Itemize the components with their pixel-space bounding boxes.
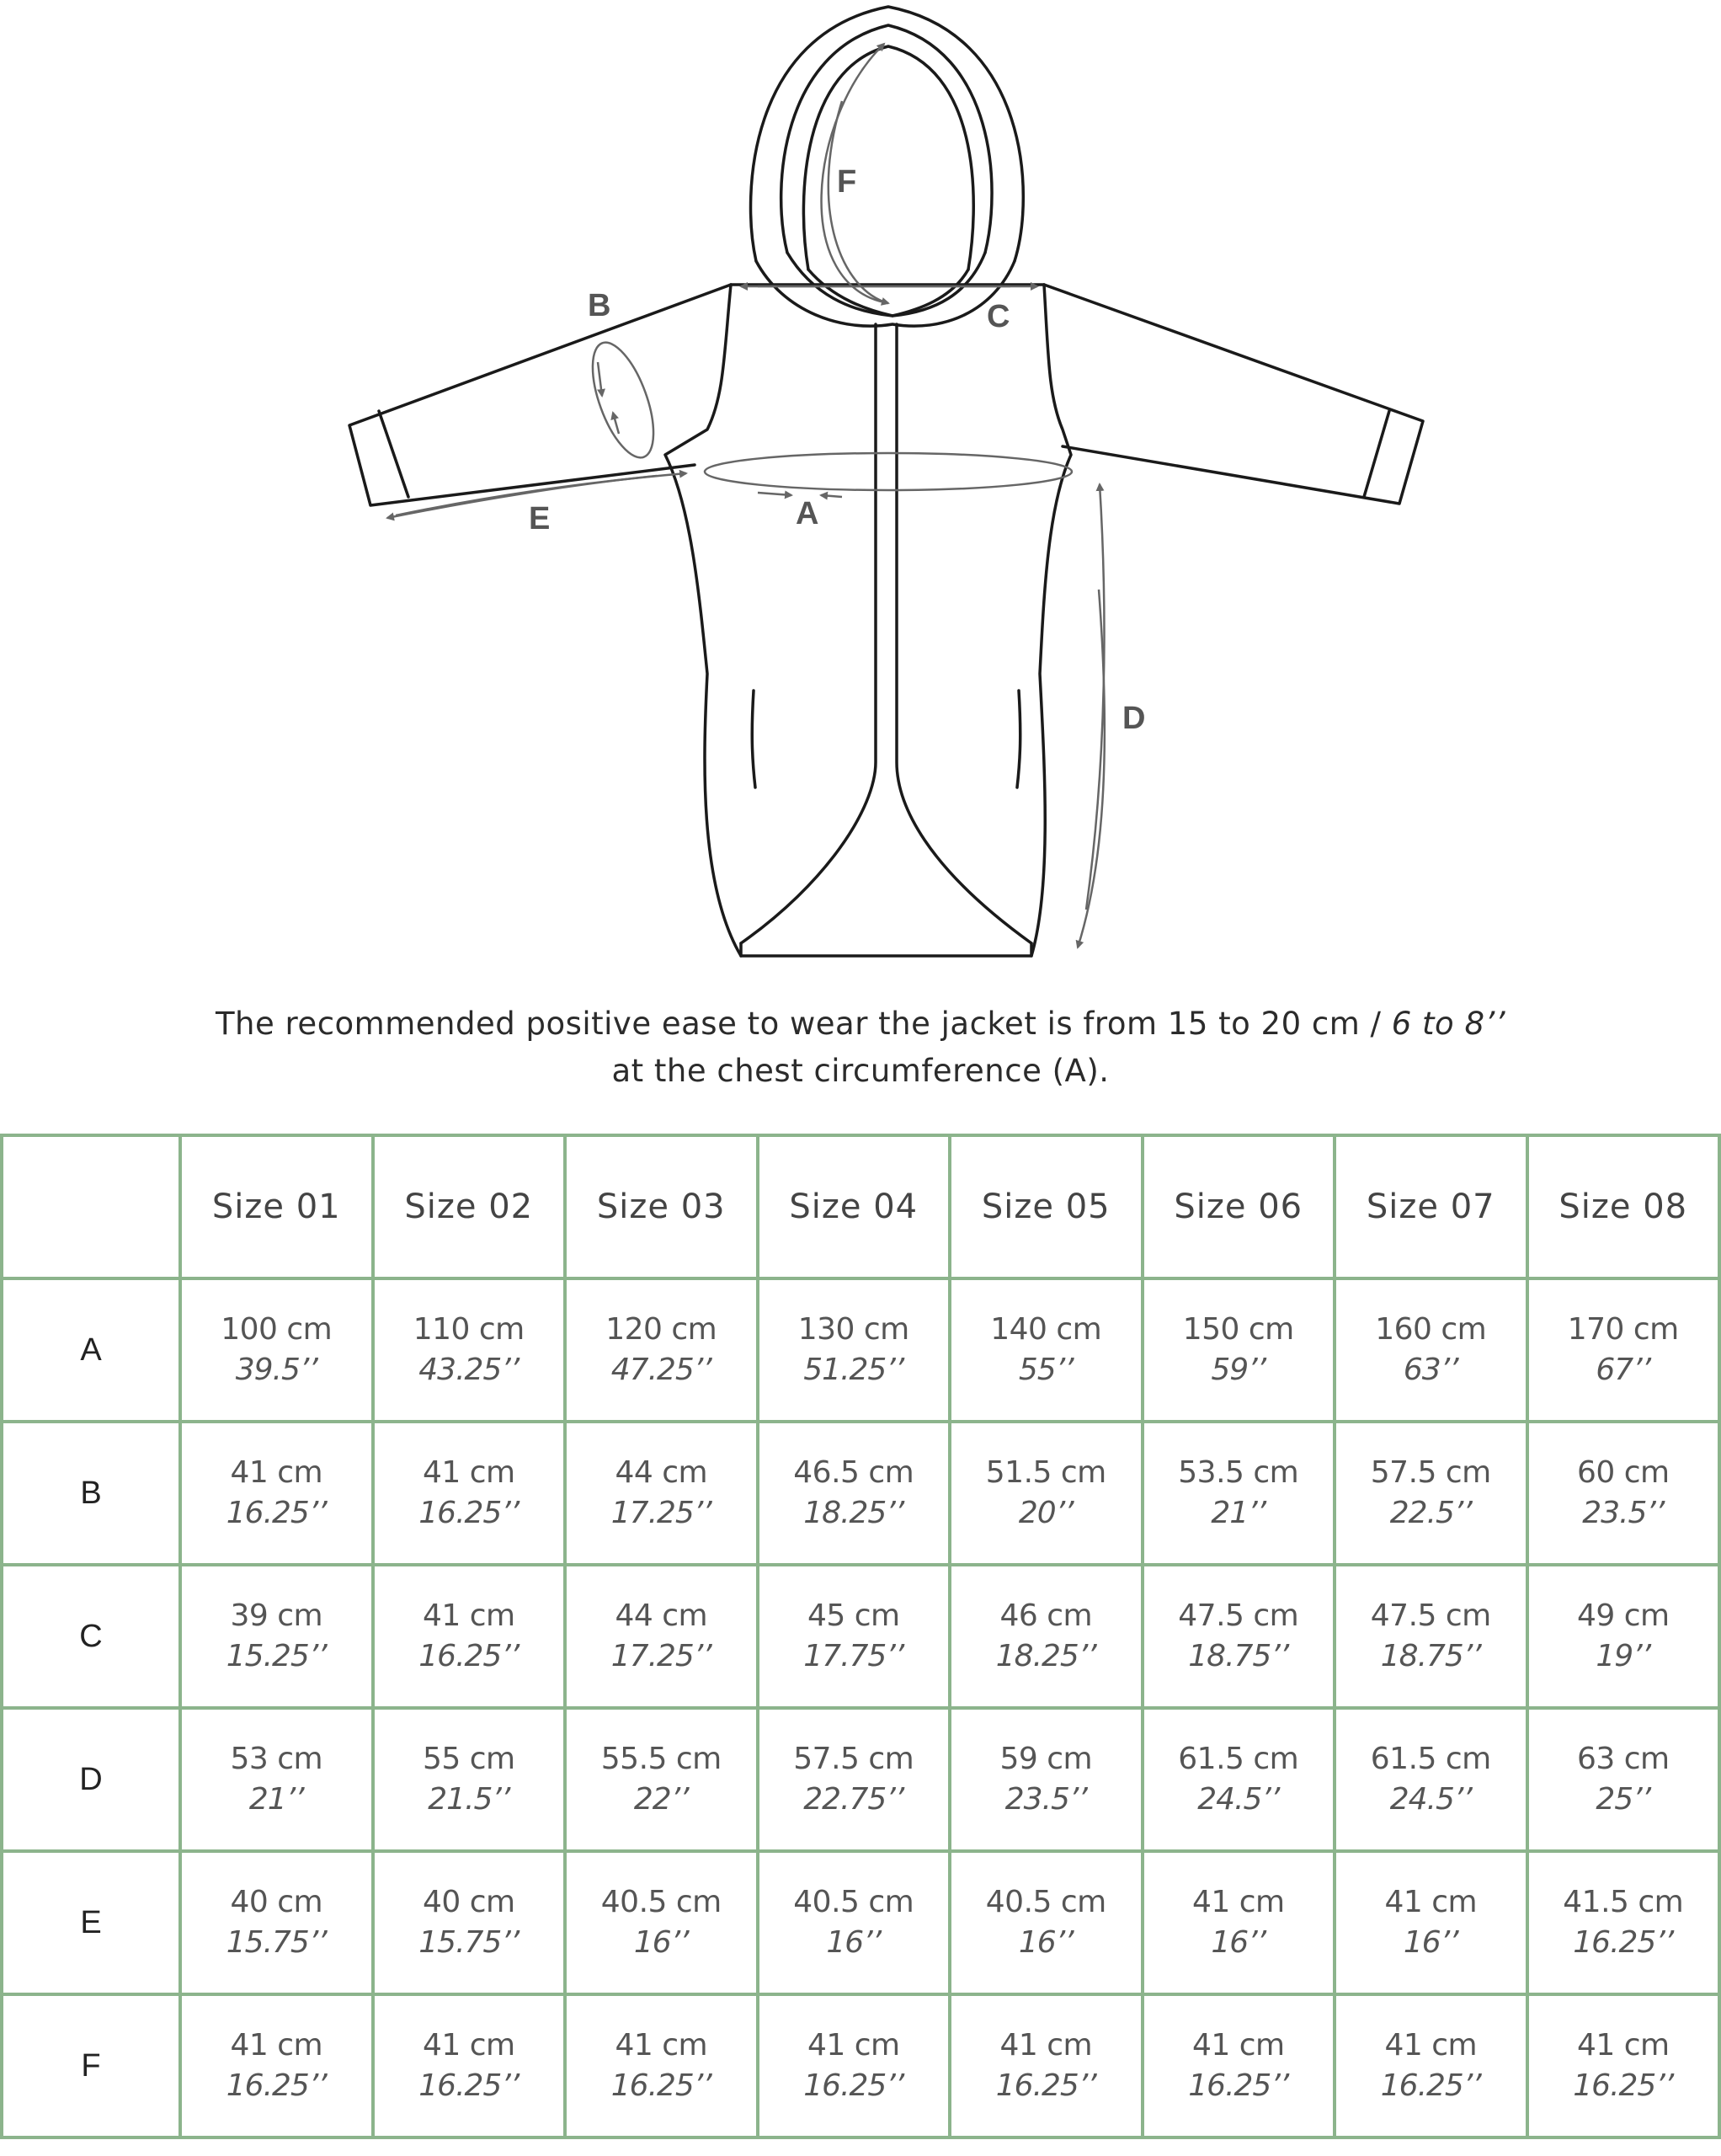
measurement-cell	[758, 1994, 951, 2137]
value-inches: 16.25’’	[803, 2068, 904, 2103]
value-cm: 41 cm	[807, 2028, 900, 2063]
ease-note-text: The recommended positive ease to wear the jacket is from 15 to 20 cm /	[215, 1006, 1392, 1042]
value-inches: 16’’	[1403, 1925, 1458, 1960]
measurement-cell	[565, 1278, 758, 1422]
value-inches: 51.25’’	[803, 1353, 904, 1387]
value-inches: 16.25’’	[1188, 2068, 1289, 2103]
table-row	[2, 1708, 1719, 1851]
label-a: A	[796, 496, 819, 531]
value-inches: 16.25’’	[995, 2068, 1096, 2103]
value-cm: 57.5 cm	[793, 1742, 914, 1776]
measurement-cell	[180, 1994, 373, 2137]
value-inches: 55’’	[1018, 1353, 1074, 1387]
measurement-cell	[565, 1851, 758, 1994]
table-row	[2, 1565, 1719, 1708]
measurement-cell	[1335, 1565, 1527, 1708]
value-cm: 47.5 cm	[1178, 1598, 1299, 1633]
value-cm: 40.5 cm	[600, 1885, 722, 1919]
value-cm: 41 cm	[1191, 2028, 1285, 2063]
measurement-cell	[1527, 1278, 1720, 1422]
value-inches: 18.75’’	[1380, 1639, 1481, 1673]
value-cm: 49 cm	[1576, 1598, 1670, 1633]
value-cm: 41 cm	[1576, 2028, 1670, 2063]
measurement-cell	[373, 1422, 566, 1565]
value-inches: 15.75’’	[226, 1925, 327, 1960]
measurement-cell	[180, 1565, 373, 1708]
value-inches: 23.5’’	[1004, 1782, 1087, 1817]
measurement-cell	[1527, 1994, 1720, 2137]
value-cm: 46.5 cm	[793, 1455, 914, 1490]
value-inches: 20’’	[1018, 1496, 1074, 1530]
value-inches: 16.25’’	[418, 2068, 519, 2103]
value-inches: 63’’	[1403, 1353, 1458, 1387]
row-label: C	[2, 1565, 180, 1708]
value-inches: 24.5’’	[1197, 1782, 1280, 1817]
label-e: E	[529, 501, 551, 536]
value-cm: 130 cm	[797, 1312, 909, 1347]
value-cm: 47.5 cm	[1370, 1598, 1491, 1633]
measurement-cell	[1527, 1422, 1720, 1565]
measurement-cell	[950, 1851, 1143, 1994]
value-inches: 17.25’’	[610, 1496, 711, 1530]
value-inches: 15.75’’	[418, 1925, 519, 1960]
table-row	[2, 1994, 1719, 2137]
value-cm: 53 cm	[230, 1742, 323, 1776]
value-inches: 16.25’’	[418, 1639, 519, 1673]
table-header-row	[2, 1135, 1719, 1278]
measurement-cell	[1527, 1851, 1720, 1994]
measurement-cell	[565, 1565, 758, 1708]
measurement-cell	[950, 1278, 1143, 1422]
measurement-cell	[1335, 1851, 1527, 1994]
measurement-cell	[1335, 1278, 1527, 1422]
value-cm: 61.5 cm	[1178, 1742, 1299, 1776]
value-inches: 16’’	[1211, 1925, 1266, 1960]
measurement-cell	[1143, 1708, 1335, 1851]
value-inches: 43.25’’	[418, 1353, 519, 1387]
value-cm: 120 cm	[605, 1312, 717, 1347]
value-inches: 24.5’’	[1389, 1782, 1472, 1817]
value-inches: 16’’	[633, 1925, 689, 1960]
value-cm: 46 cm	[999, 1598, 1093, 1633]
ease-note-line-1	[0, 1001, 1721, 1048]
size-header: Size 02	[373, 1135, 566, 1278]
table-row	[2, 1422, 1719, 1565]
value-cm: 53.5 cm	[1178, 1455, 1299, 1490]
measurement-cell	[758, 1422, 951, 1565]
measurement-labels	[529, 164, 1145, 736]
measurement-cell	[1335, 1708, 1527, 1851]
corner-cell	[2, 1135, 180, 1278]
ease-note-inches: 6 to 8’’	[1391, 1006, 1506, 1042]
value-cm: 40.5 cm	[793, 1885, 914, 1919]
value-inches: 21’’	[248, 1782, 304, 1817]
value-cm: 170 cm	[1567, 1312, 1679, 1347]
measurement-cell	[1527, 1565, 1720, 1708]
value-cm: 57.5 cm	[1370, 1455, 1491, 1490]
value-cm: 63 cm	[1576, 1742, 1670, 1776]
measurement-cell	[1143, 1278, 1335, 1422]
measurement-cell	[565, 1994, 758, 2137]
size-header: Size 08	[1527, 1135, 1720, 1278]
measurement-cell	[180, 1278, 373, 1422]
value-inches: 17.25’’	[610, 1639, 711, 1673]
measurement-cell	[565, 1422, 758, 1565]
measurement-cell	[1335, 1422, 1527, 1565]
value-cm: 44 cm	[615, 1598, 708, 1633]
value-cm: 41 cm	[1384, 2028, 1478, 2063]
measurement-cell	[950, 1708, 1143, 1851]
label-f: F	[837, 164, 857, 200]
measurement-cell	[758, 1565, 951, 1708]
measurement-cell	[180, 1708, 373, 1851]
label-d: D	[1122, 701, 1146, 736]
value-cm: 41.5 cm	[1563, 1885, 1684, 1919]
value-inches: 19’’	[1596, 1639, 1651, 1673]
measurement-cell	[950, 1422, 1143, 1565]
size-header: Size 01	[180, 1135, 373, 1278]
measurement-cell	[758, 1851, 951, 1994]
value-inches: 22.75’’	[803, 1782, 904, 1817]
ease-note	[0, 1001, 1721, 1095]
value-cm: 41 cm	[1384, 1885, 1478, 1919]
row-label: A	[2, 1278, 180, 1422]
measurement-cell	[1143, 1851, 1335, 1994]
value-inches: 67’’	[1596, 1353, 1651, 1387]
table-row	[2, 1851, 1719, 1994]
value-inches: 18.25’’	[803, 1496, 904, 1530]
value-inches: 18.25’’	[995, 1639, 1096, 1673]
value-inches: 16’’	[826, 1925, 882, 1960]
table-row	[2, 1278, 1719, 1422]
measurement-cell	[1143, 1994, 1335, 2137]
value-cm: 41 cm	[999, 2028, 1093, 2063]
value-inches: 25’’	[1596, 1782, 1651, 1817]
measurement-cell	[950, 1565, 1143, 1708]
value-inches: 16.25’’	[418, 1496, 519, 1530]
value-cm: 110 cm	[413, 1312, 525, 1347]
value-inches: 23.5’’	[1582, 1496, 1665, 1530]
row-label: D	[2, 1708, 180, 1851]
value-inches: 16.25’’	[226, 2068, 327, 2103]
measurement-cell	[1527, 1708, 1720, 1851]
value-inches: 16.25’’	[1573, 1925, 1674, 1960]
value-cm: 40 cm	[230, 1885, 323, 1919]
size-header: Size 04	[758, 1135, 951, 1278]
jacket-diagram	[0, 0, 1721, 985]
measurement-cell	[1143, 1565, 1335, 1708]
value-cm: 41 cm	[422, 1455, 515, 1490]
value-cm: 41 cm	[230, 2028, 323, 2063]
value-cm: 41 cm	[1191, 1885, 1285, 1919]
measurement-arrows	[387, 44, 1105, 947]
ease-note-line-2: at the chest circumference (A).	[611, 1053, 1110, 1089]
row-label: B	[2, 1422, 180, 1565]
value-inches: 16.25’’	[1380, 2068, 1481, 2103]
value-cm: 60 cm	[1576, 1455, 1670, 1490]
measurement-cell	[180, 1422, 373, 1565]
label-b: B	[588, 288, 611, 323]
row-label: E	[2, 1851, 180, 1994]
value-inches: 21’’	[1211, 1496, 1266, 1530]
size-header: Size 06	[1143, 1135, 1335, 1278]
measurement-cell	[180, 1851, 373, 1994]
measurement-cell	[758, 1278, 951, 1422]
value-cm: 59 cm	[999, 1742, 1093, 1776]
value-cm: 55.5 cm	[600, 1742, 722, 1776]
measurement-cell	[758, 1708, 951, 1851]
measurement-cell	[373, 1851, 566, 1994]
value-cm: 150 cm	[1182, 1312, 1294, 1347]
row-label: F	[2, 1994, 180, 2137]
value-cm: 40 cm	[422, 1885, 515, 1919]
value-inches: 18.75’’	[1188, 1639, 1289, 1673]
measurement-cell	[373, 1278, 566, 1422]
measurement-cell	[1143, 1422, 1335, 1565]
size-header: Size 07	[1335, 1135, 1527, 1278]
value-cm: 41 cm	[230, 1455, 323, 1490]
value-inches: 22.5’’	[1389, 1496, 1472, 1530]
size-chart-table	[0, 1134, 1721, 2139]
value-cm: 140 cm	[990, 1312, 1102, 1347]
value-cm: 55 cm	[422, 1742, 515, 1776]
value-inches: 16.25’’	[1573, 2068, 1674, 2103]
measurement-cell	[373, 1565, 566, 1708]
value-inches: 16.25’’	[226, 1496, 327, 1530]
value-inches: 59’’	[1211, 1353, 1266, 1387]
value-cm: 39 cm	[230, 1598, 323, 1633]
value-cm: 45 cm	[807, 1598, 900, 1633]
measurement-cell	[950, 1994, 1143, 2137]
size-header: Size 03	[565, 1135, 758, 1278]
measurement-cell	[565, 1708, 758, 1851]
value-inches: 21.5’’	[428, 1782, 510, 1817]
value-cm: 61.5 cm	[1370, 1742, 1491, 1776]
value-cm: 41 cm	[422, 2028, 515, 2063]
value-cm: 41 cm	[615, 2028, 708, 2063]
measurement-cell	[373, 1994, 566, 2137]
value-cm: 160 cm	[1375, 1312, 1487, 1347]
value-inches: 39.5’’	[235, 1353, 317, 1387]
measurement-cell	[373, 1708, 566, 1851]
value-cm: 41 cm	[422, 1598, 515, 1633]
value-cm: 40.5 cm	[985, 1885, 1106, 1919]
label-c: C	[987, 299, 1010, 334]
value-inches: 15.25’’	[226, 1639, 327, 1673]
value-cm: 51.5 cm	[985, 1455, 1106, 1490]
value-inches: 16’’	[1018, 1925, 1074, 1960]
value-cm: 100 cm	[221, 1312, 333, 1347]
size-header: Size 05	[950, 1135, 1143, 1278]
value-inches: 17.75’’	[803, 1639, 904, 1673]
measurement-cell	[1335, 1994, 1527, 2137]
value-inches: 16.25’’	[610, 2068, 711, 2103]
value-inches: 47.25’’	[610, 1353, 711, 1387]
value-inches: 22’’	[633, 1782, 689, 1817]
jacket-outline	[349, 7, 1423, 956]
value-cm: 44 cm	[615, 1455, 708, 1490]
